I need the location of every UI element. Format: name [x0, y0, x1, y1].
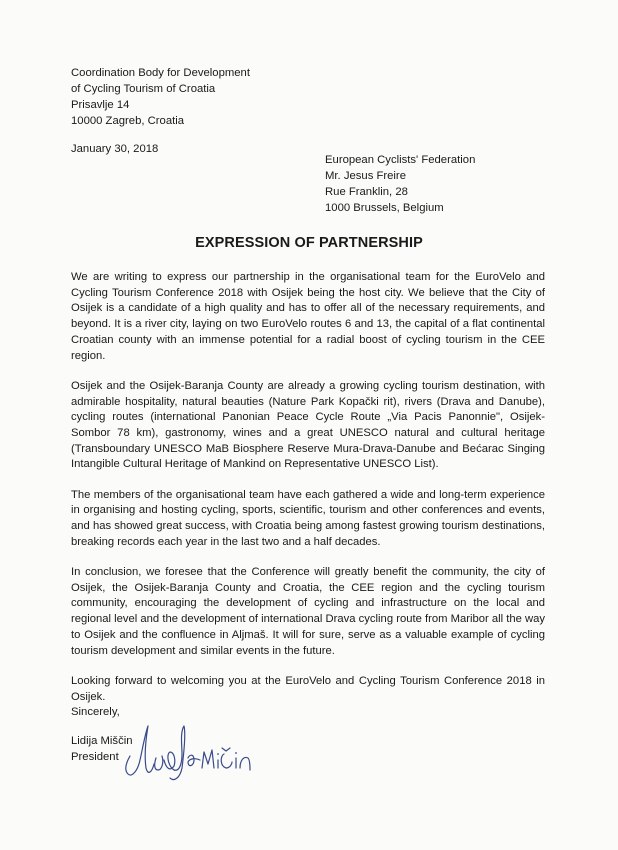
sender-line: of Cycling Tourism of Croatia: [71, 83, 216, 95]
sender-line: Prisavlje 14: [71, 99, 130, 111]
sender-line: Coordination Body for Development: [71, 67, 250, 79]
handwritten-signature: [108, 708, 268, 788]
sender-line: 10000 Zagreb, Croatia: [71, 115, 185, 127]
body-paragraph: We are writing to express our partnership in the organisational team for the EuroVelo and Cycling Tourism Conference 2018 with Osijek being the host city. We believe that the City of Osijek is a candidate of a high quality and has to offer all of the necessary requirements, and beyond. It is a river city, laying on two EuroVelo routes 6 and 13, the capital of a flat continental Croatian county with an immense potential for a radial boost of cycling tourism in the CEE region.: [71, 271, 545, 362]
letter-body: [71, 270, 545, 720]
recipient-line: 1000 Brussels, Belgium: [325, 202, 444, 214]
letter-date: January 30, 2018: [71, 143, 159, 155]
recipient-line: Mr. Jesus Freire: [325, 170, 406, 182]
letter-title: EXPRESSION OF PARTNERSHIP: [195, 235, 423, 251]
recipient-line: Rue Franklin, 28: [325, 186, 408, 198]
recipient-line: European Cyclists' Federation: [325, 154, 476, 166]
signatory-role: President: [71, 751, 119, 763]
body-paragraph: The members of the organisational team have each gathered a wide and long-term experience in organising and hosting cycling, sports, scientific, tourism and other conferences and events, and has showed great success, with Croatia being among fastest growing tourism destinations, breaking records each year in the last two and a half decades.: [71, 488, 545, 548]
recipient-address: [325, 152, 475, 216]
body-paragraph: Osijek and the Osijek-Baranja County are already a growing cycling tourism destination, with admirable hospitality, natural beauties (Nature Park Kopački rit), rivers (Drava and Danube), cycling routes (international Panonian Peace Cycle Route „Via Pacis Panonnie", Osijek-Sombor 78 km), gastronomy, wines and a great UNESCO natural and cultural heritage (Transboundary UNESCO MaB Biosphere Reserve Mura-Drava-Danube and Bećarac Singing Intangible Cultural Heritage of Mankind on Representative UNESCO List).: [71, 379, 545, 471]
body-paragraph: Looking forward to welcoming you at the EuroVelo and Cycling Tourism Conference 2018 in Osijek.: [71, 674, 545, 703]
closing-salutation: Sincerely,: [71, 706, 120, 718]
body-paragraph: In conclusion, we foresee that the Conference will greatly benefit the community, the city of Osijek, the Osijek-Baranja County and Croatia, the CEE region and the cycling tourism community, encouraging the development of cycling and infrastructure on the local and regional level and the development of international Drava cycling route from Maribor all the way to Osijek and the confluence in Aljmaš. It will for sure, serve as a valuable example of cycling tourism development and similar events in the future.: [71, 566, 545, 657]
signatory-name: Lidija Miščin: [71, 735, 133, 747]
sender-address: [71, 65, 250, 129]
